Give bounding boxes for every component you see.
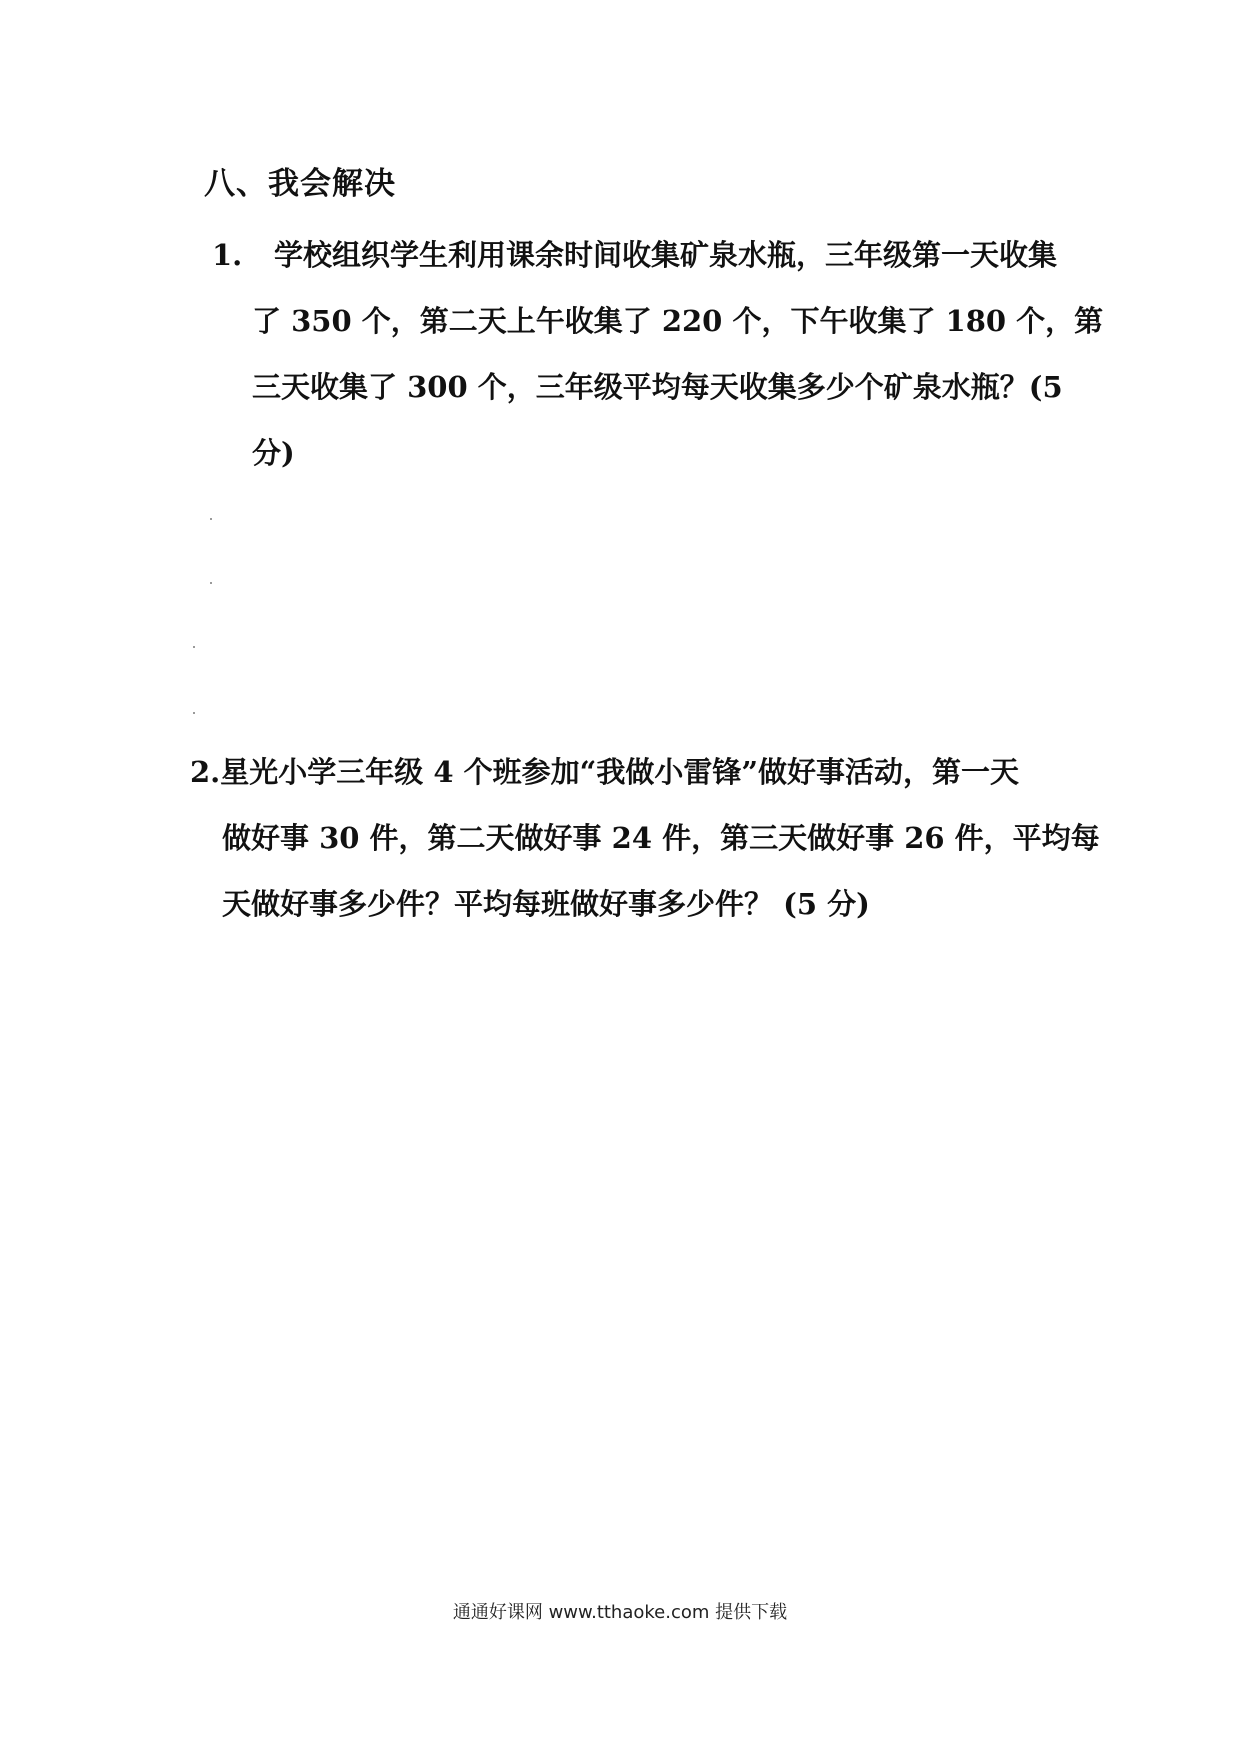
problem-1-text-1: 学校组织学生利用课余时间收集矿泉水瓶，三年级第一天收集 xyxy=(274,238,1058,272)
problem-2-line-3: 天做好事多少件？平均每班做好事多少件？ (5 分) xyxy=(222,887,870,921)
problem-2 xyxy=(190,739,1100,937)
problem-1 xyxy=(212,222,1103,486)
problem-2-number: 2. xyxy=(190,755,221,789)
footer-source-text: 通通好课网 www.tthaoke.com 提供下载 xyxy=(452,1602,788,1623)
problem-1-number: 1. xyxy=(212,238,243,272)
problem-1-line-2: 了 350 个，第二天上午收集了 220 个，下午收集了 180 个，第 xyxy=(252,304,1104,338)
problem-2-line-1 xyxy=(190,739,1100,805)
scan-speck xyxy=(193,712,195,714)
scan-speck xyxy=(210,582,212,584)
section-title: 八、我会解决 xyxy=(204,166,396,202)
problem-1-line-1 xyxy=(212,222,1103,288)
problem-2-line-2: 做好事 30 件，第二天做好事 24 件，第三天做好事 26 件，平均每 xyxy=(222,821,1100,855)
scan-speck xyxy=(193,646,195,648)
problem-1-line-3: 三天收集了 300 个，三年级平均每天收集多少个矿泉水瓶？(5 xyxy=(252,370,1063,404)
scan-speck xyxy=(210,518,212,520)
problem-1-line-4: 分) xyxy=(252,436,295,470)
problem-2-text-1: 星光小学三年级 4 个班参加“我做小雷锋”做好事活动，第一天 xyxy=(220,755,1020,789)
